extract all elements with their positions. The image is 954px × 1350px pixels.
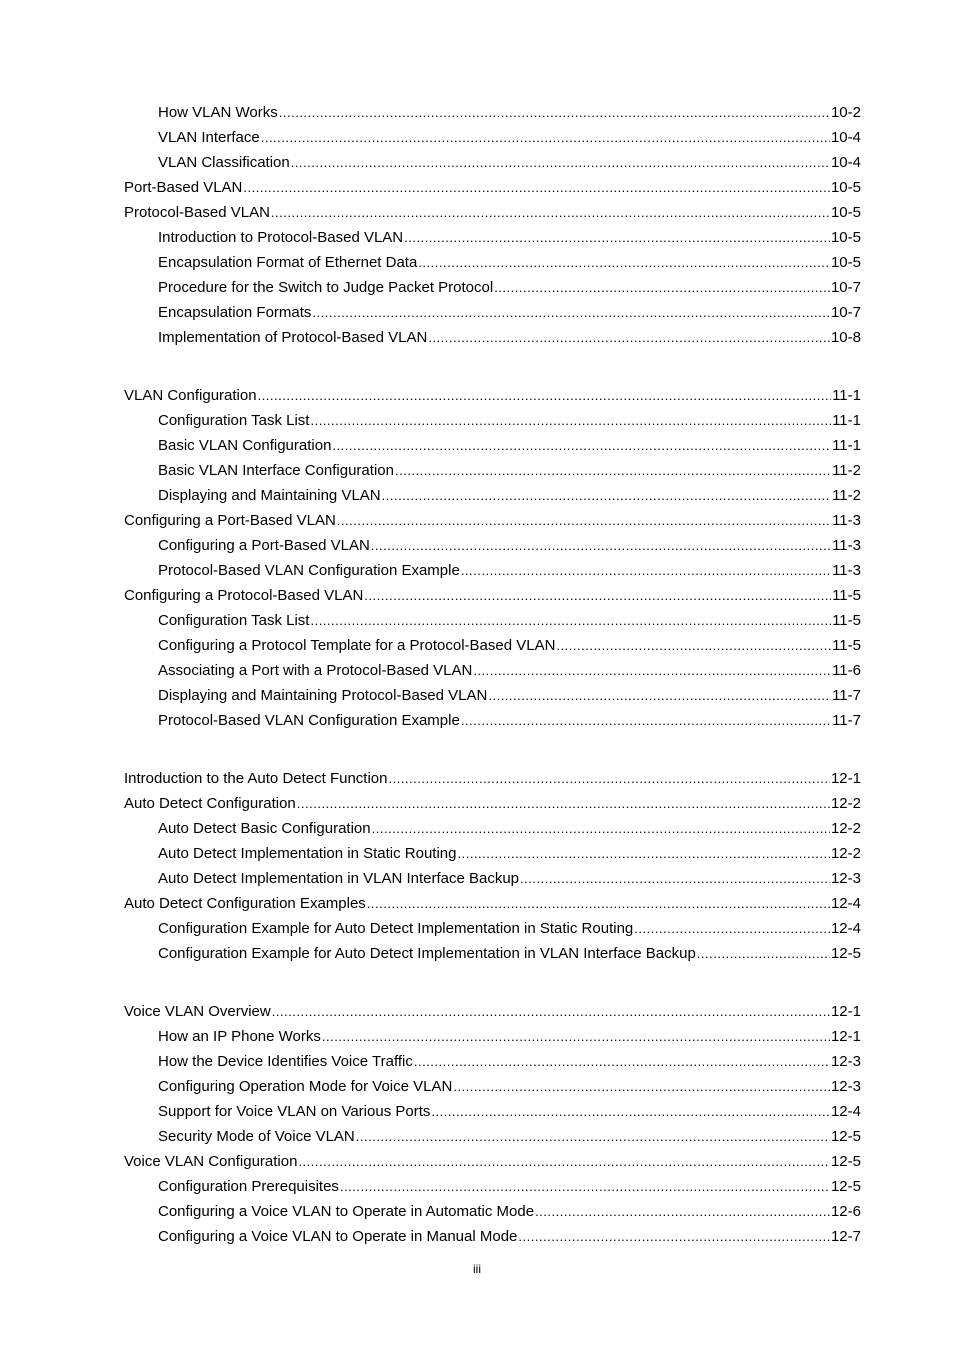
dot-leader [461, 558, 831, 583]
dot-leader [310, 608, 831, 633]
dot-leader [367, 891, 830, 916]
toc-entry[interactable] [124, 175, 861, 200]
toc-entry-page[interactable]: 11-1 [832, 412, 861, 429]
dot-leader [494, 275, 830, 300]
page-number: iii [473, 1262, 481, 1276]
toc-entry[interactable] [124, 658, 861, 683]
dot-leader [371, 533, 831, 558]
toc-entry-page[interactable]: 11-7 [832, 712, 861, 729]
toc-entry-title[interactable]: Configuration Task List [158, 412, 310, 429]
toc-entry-page[interactable]: 12-2 [830, 820, 861, 837]
dot-leader [261, 125, 830, 150]
toc-entry-title[interactable]: VLAN Interface [158, 129, 260, 146]
toc-entry-page[interactable]: 12-5 [830, 1128, 861, 1145]
toc-entry[interactable] [124, 558, 861, 583]
toc-entry-title[interactable]: Configuring a Protocol-Based VLAN [124, 587, 364, 604]
toc-entry-page[interactable]: 11-5 [832, 587, 861, 604]
toc-entry-page[interactable]: 12-5 [830, 1178, 861, 1195]
dot-leader [453, 1074, 830, 1099]
toc-entry[interactable] [124, 841, 861, 866]
toc-entry-title[interactable]: Support for Voice VLAN on Various Ports [158, 1103, 431, 1120]
toc-entry-page[interactable]: 10-4 [830, 154, 861, 171]
toc-entry[interactable] [124, 1099, 861, 1124]
toc-entry[interactable] [124, 125, 861, 150]
dot-leader [310, 408, 831, 433]
toc-entry-title[interactable]: Displaying and Maintaining Protocol-Based VLAN [158, 687, 488, 704]
dot-leader [297, 791, 830, 816]
dot-leader [258, 383, 832, 408]
toc-entry[interactable] [124, 225, 861, 250]
toc-entry-title[interactable]: Auto Detect Basic Configuration [158, 820, 371, 837]
toc-entry[interactable] [124, 1124, 861, 1149]
toc-entry-page[interactable]: 11-5 [832, 637, 861, 654]
toc-entry-title[interactable]: Basic VLAN Configuration [158, 437, 332, 454]
toc-entry[interactable] [124, 408, 861, 433]
toc-entry-page[interactable]: 12-4 [830, 920, 861, 937]
toc-entry[interactable] [124, 633, 861, 658]
toc-entry[interactable] [124, 891, 861, 916]
toc-entry-page[interactable]: 11-2 [832, 462, 861, 479]
toc-entry-title[interactable]: Configuring a Voice VLAN to Operate in Automatic Mode [158, 1203, 535, 1220]
dot-leader [271, 200, 830, 225]
toc-entry-title[interactable]: Introduction to the Auto Detect Function [124, 770, 388, 787]
toc-entry[interactable] [124, 325, 861, 350]
toc-entry-title[interactable]: Configuration Prerequisites [158, 1178, 339, 1195]
dot-leader [488, 683, 831, 708]
toc-entry-page[interactable]: 10-5 [830, 229, 861, 246]
dot-leader [414, 1049, 830, 1074]
toc-entry-title[interactable]: Configuring a Protocol Template for a Protocol-Based VLAN [158, 637, 556, 654]
dot-leader [428, 325, 830, 350]
toc-entry-page[interactable]: 10-7 [830, 304, 861, 321]
toc-entry[interactable] [124, 1024, 861, 1049]
toc-entry[interactable] [124, 508, 861, 533]
toc-entry-title[interactable]: Introduction to Protocol-Based VLAN [158, 229, 404, 246]
toc-entry-title[interactable]: Configuration Task List [158, 612, 310, 629]
toc-entry-title[interactable]: Encapsulation Formats [158, 304, 312, 321]
toc-entry-title[interactable]: How an IP Phone Works [158, 1028, 321, 1045]
toc-group [124, 100, 861, 350]
toc-entry-title[interactable]: Configuration Example for Auto Detect Implementation in Static Routing [158, 920, 634, 937]
toc-entry[interactable] [124, 1224, 861, 1249]
dot-leader [389, 766, 830, 791]
toc-entry-page[interactable]: 10-4 [830, 129, 861, 146]
dot-leader [520, 866, 830, 891]
toc-entry[interactable] [124, 766, 861, 791]
toc-entry-page[interactable]: 12-2 [830, 795, 861, 812]
toc-entry[interactable] [124, 150, 861, 175]
toc-group [124, 999, 861, 1249]
toc-entry-page[interactable]: 10-7 [830, 279, 861, 296]
toc-entry[interactable] [124, 533, 861, 558]
toc-entry[interactable] [124, 433, 861, 458]
toc-entry[interactable] [124, 300, 861, 325]
toc-entry-title[interactable]: How VLAN Works [158, 104, 278, 121]
toc-entry-page[interactable]: 12-1 [830, 1003, 861, 1020]
toc-entry-title[interactable]: Configuring a Port-Based VLAN [158, 537, 370, 554]
toc-entry[interactable] [124, 583, 861, 608]
dot-leader [404, 225, 830, 250]
toc-entry-title[interactable]: Voice VLAN Configuration [124, 1153, 298, 1170]
toc-entry-page[interactable]: 11-3 [832, 562, 861, 579]
toc-group [124, 383, 861, 733]
toc-entry[interactable] [124, 483, 861, 508]
toc-entry-title[interactable]: Encapsulation Format of Ethernet Data [158, 254, 418, 271]
toc-entry-page[interactable]: 12-5 [830, 1153, 861, 1170]
toc-entry-page[interactable]: 12-3 [830, 870, 861, 887]
dot-leader [340, 1174, 830, 1199]
dot-leader [298, 1149, 830, 1174]
toc-entry-page[interactable]: 12-4 [830, 895, 861, 912]
toc-entry-page[interactable]: 10-8 [830, 329, 861, 346]
toc-entry[interactable] [124, 1049, 861, 1074]
toc-entry[interactable] [124, 608, 861, 633]
toc-entry-title[interactable]: VLAN Classification [158, 154, 290, 171]
dot-leader [418, 250, 830, 275]
dot-leader [395, 458, 831, 483]
toc-entry[interactable] [124, 100, 861, 125]
toc-entry-title[interactable]: Associating a Port with a Protocol-Based VLAN [158, 662, 473, 679]
toc-entry[interactable] [124, 200, 861, 225]
dot-leader [556, 633, 831, 658]
dot-leader [473, 658, 831, 683]
toc-entry-page[interactable]: 11-2 [832, 487, 861, 504]
toc-entry[interactable] [124, 383, 861, 408]
toc-entry-title[interactable]: Basic VLAN Interface Configuration [158, 462, 394, 479]
toc-entry[interactable] [124, 816, 861, 841]
toc-entry[interactable] [124, 683, 861, 708]
dot-leader [382, 483, 831, 508]
toc-entry[interactable] [124, 1199, 861, 1224]
toc-entry-page[interactable]: 12-3 [830, 1078, 861, 1095]
toc-entry-title[interactable]: Voice VLAN Overview [124, 1003, 271, 1020]
toc-group [124, 766, 861, 966]
toc-entry-title[interactable]: Configuring a Port-Based VLAN [124, 512, 336, 529]
dot-leader [461, 708, 831, 733]
toc-entry-page[interactable]: 12-4 [830, 1103, 861, 1120]
toc-entry-title[interactable]: VLAN Configuration [124, 387, 257, 404]
toc-entry-page[interactable]: 10-5 [830, 204, 861, 221]
toc-entry-title[interactable]: Protocol-Based VLAN Configuration Example [158, 712, 460, 729]
toc-entry-title[interactable]: Protocol-Based VLAN [124, 204, 270, 221]
toc-entry[interactable] [124, 458, 861, 483]
toc-entry-page[interactable]: 12-7 [830, 1228, 861, 1245]
toc-entry[interactable] [124, 250, 861, 275]
toc-entry-page[interactable]: 10-2 [830, 104, 861, 121]
toc-entry-title[interactable]: Configuration Example for Auto Detect Implementation in VLAN Interface Backup [158, 945, 696, 962]
toc-entry-page[interactable]: 12-2 [830, 845, 861, 862]
toc-entry-title[interactable]: Auto Detect Configuration [124, 795, 296, 812]
dot-leader [697, 941, 830, 966]
toc-entry[interactable] [124, 708, 861, 733]
toc-entry-page[interactable]: 10-5 [830, 254, 861, 271]
toc-entry[interactable] [124, 1149, 861, 1174]
toc-entry-page[interactable]: 11-3 [832, 537, 861, 554]
dot-leader [518, 1224, 830, 1249]
toc-entry-page[interactable]: 11-7 [832, 687, 861, 704]
dot-leader [372, 816, 830, 841]
toc-entry-page[interactable]: 12-3 [830, 1053, 861, 1070]
toc-entry-title[interactable]: Implementation of Protocol-Based VLAN [158, 329, 428, 346]
toc-entry-title[interactable]: How the Device Identifies Voice Traffic [158, 1053, 413, 1070]
dot-leader [322, 1024, 830, 1049]
toc-entry-title[interactable]: Auto Detect Implementation in VLAN Interface Backup [158, 870, 520, 887]
toc-entry-title[interactable]: Port-Based VLAN [124, 179, 243, 196]
toc-entry-page[interactable]: 11-1 [832, 437, 861, 454]
toc-entry-title[interactable]: Security Mode of Voice VLAN [158, 1128, 355, 1145]
toc-entry-page[interactable]: 11-5 [832, 612, 861, 629]
toc-entry-page[interactable]: 12-6 [830, 1203, 861, 1220]
toc-entry[interactable] [124, 999, 861, 1024]
dot-leader [337, 508, 831, 533]
dot-leader [243, 175, 830, 200]
toc-entry-title[interactable]: Procedure for the Switch to Judge Packet Protocol [158, 279, 494, 296]
dot-leader [291, 150, 830, 175]
toc-entry-page[interactable]: 12-1 [830, 770, 861, 787]
toc-entry-title[interactable]: Auto Detect Configuration Examples [124, 895, 366, 912]
table-of-contents [124, 100, 861, 1249]
toc-entry-title[interactable]: Configuring a Voice VLAN to Operate in Manual Mode [158, 1228, 518, 1245]
toc-entry-title[interactable]: Protocol-Based VLAN Configuration Example [158, 562, 460, 579]
dot-leader [364, 583, 831, 608]
toc-entry-page[interactable]: 11-6 [832, 662, 861, 679]
toc-entry-page[interactable]: 12-5 [830, 945, 861, 962]
dot-leader [431, 1099, 830, 1124]
toc-entry[interactable] [124, 866, 861, 891]
toc-entry-page[interactable]: 11-3 [832, 512, 861, 529]
dot-leader [535, 1199, 830, 1224]
toc-entry[interactable] [124, 916, 861, 941]
toc-entry-page[interactable]: 12-1 [830, 1028, 861, 1045]
toc-entry-title[interactable]: Displaying and Maintaining VLAN [158, 487, 381, 504]
toc-entry-page[interactable]: 11-1 [832, 387, 861, 404]
dot-leader [279, 100, 830, 125]
toc-entry-page[interactable]: 10-5 [830, 179, 861, 196]
toc-entry[interactable] [124, 791, 861, 816]
dot-leader [356, 1124, 830, 1149]
toc-entry-title[interactable]: Auto Detect Implementation in Static Routing [158, 845, 457, 862]
toc-entry[interactable] [124, 941, 861, 966]
dot-leader [634, 916, 830, 941]
toc-entry[interactable] [124, 275, 861, 300]
dot-leader [312, 300, 830, 325]
dot-leader [458, 841, 830, 866]
dot-leader [332, 433, 831, 458]
toc-entry[interactable] [124, 1074, 861, 1099]
dot-leader [272, 999, 830, 1024]
toc-entry-title[interactable]: Configuring Operation Mode for Voice VLAN [158, 1078, 453, 1095]
toc-entry[interactable] [124, 1174, 861, 1199]
